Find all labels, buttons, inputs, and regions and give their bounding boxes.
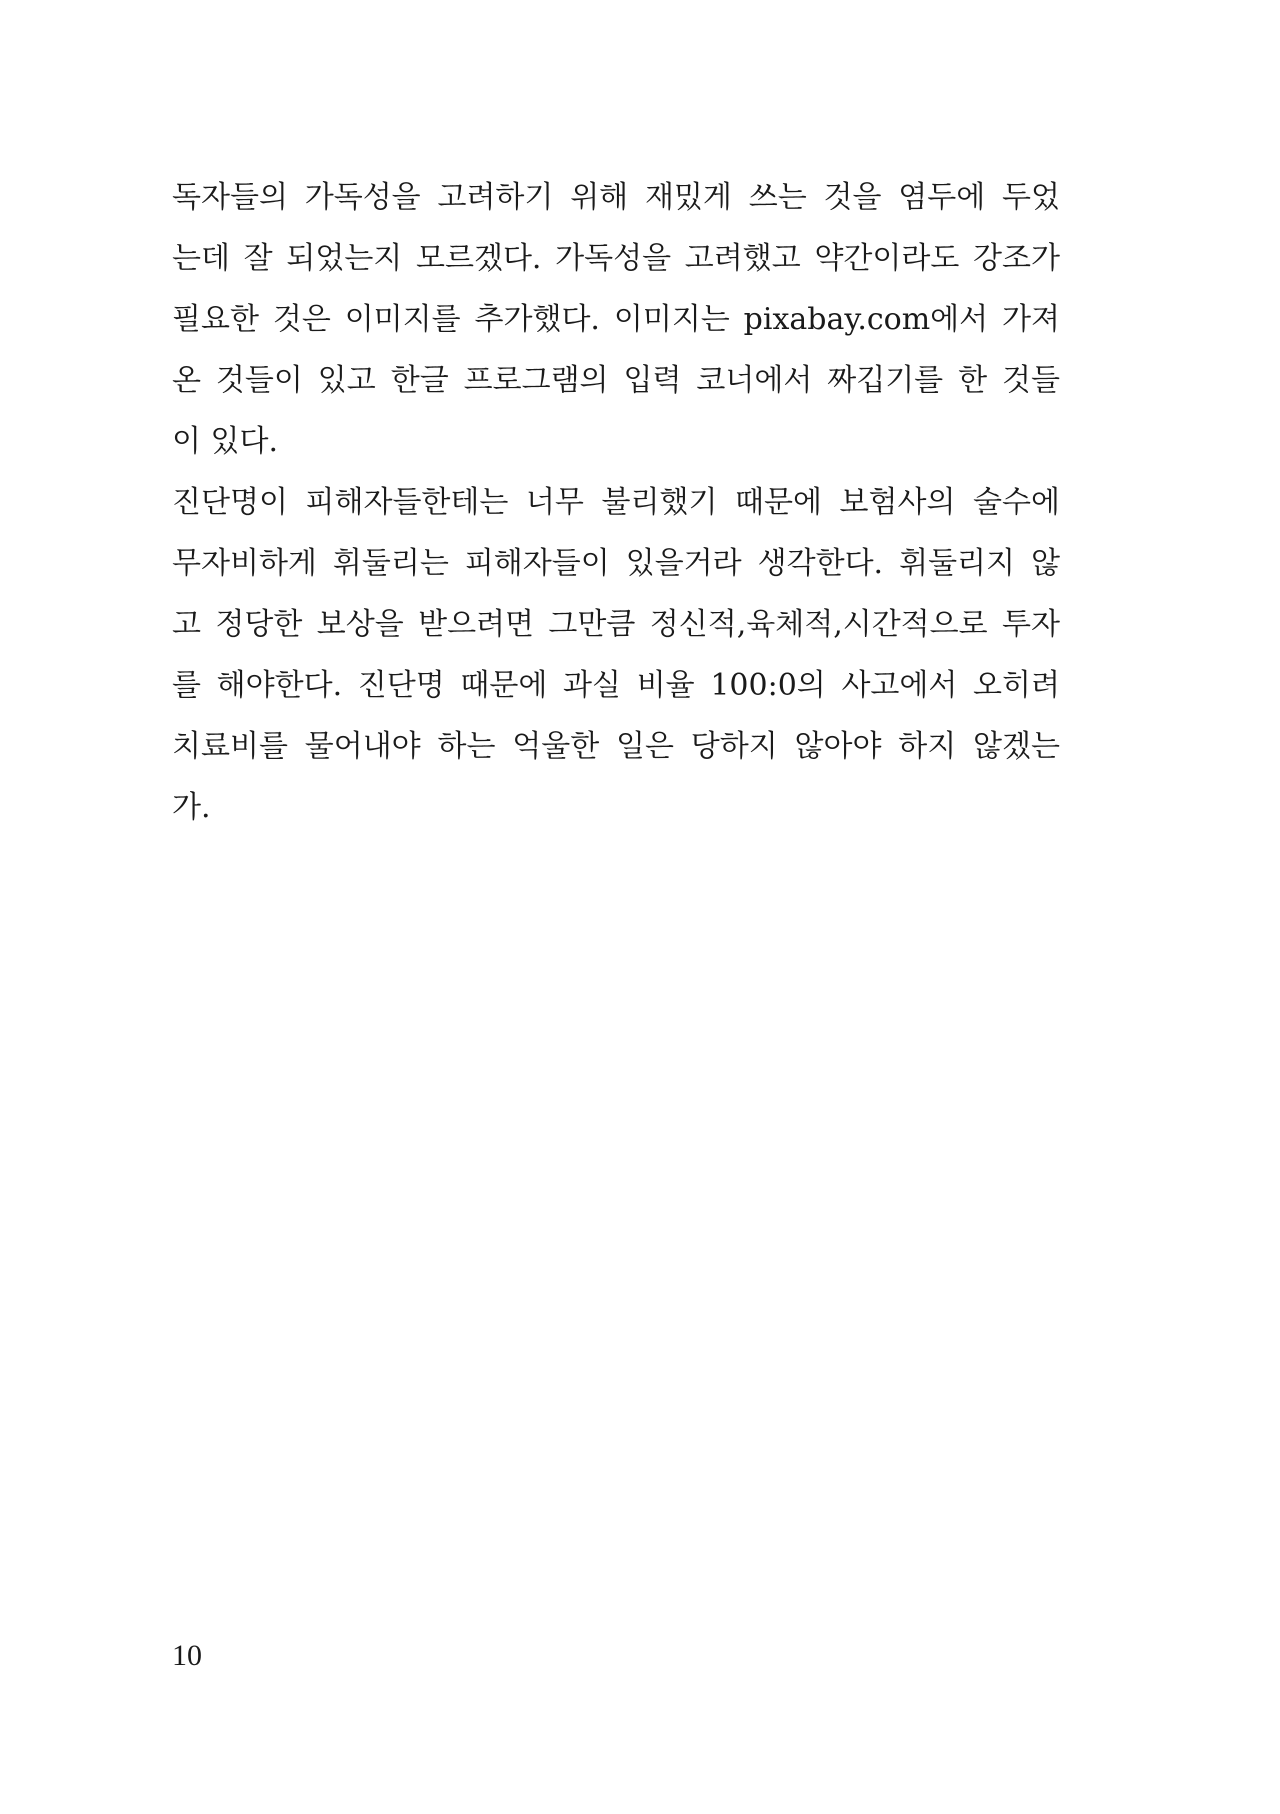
paragraph-2-line-1: 진단명이 피해자들한테는 너무 불리했기 때문에 보험사의 술수에 [172, 485, 1060, 520]
paragraph-1-line-4: 온 것들이 있고 한글 프로그램의 입력 코너에서 짜깁기를 한 것들 [172, 363, 1060, 398]
paragraph-1-line-3: 필요한 것은 이미지를 추가했다. 이미지는 pixabay.com에서 가져 [172, 302, 1060, 337]
paragraph-2-line-6: 가. [172, 790, 211, 825]
paragraph-2-line-3: 고 정당한 보상을 받으려면 그만큼 정신적,육체적,시간적으로 투자 [172, 607, 1060, 642]
page-number: 10 [172, 1639, 202, 1672]
paragraph-1-line-2: 는데 잘 되었는지 모르겠다. 가독성을 고려했고 약간이라도 강조가 [172, 241, 1060, 276]
paragraph-2-line-5: 치료비를 물어내야 하는 억울한 일은 당하지 않아야 하지 않겠는 [172, 729, 1060, 764]
paragraph-1-line-1: 독자들의 가독성을 고려하기 위해 재밌게 쓰는 것을 염두에 두었 [172, 180, 1060, 215]
paragraph-1-line-5: 이 있다. [172, 424, 279, 459]
paragraph-2-line-4: 를 해야한다. 진단명 때문에 과실 비율 100:0의 사고에서 오히려 [172, 668, 1060, 703]
paragraph-2-line-2: 무자비하게 휘둘리는 피해자들이 있을거라 생각한다. 휘둘리지 않 [172, 546, 1060, 581]
